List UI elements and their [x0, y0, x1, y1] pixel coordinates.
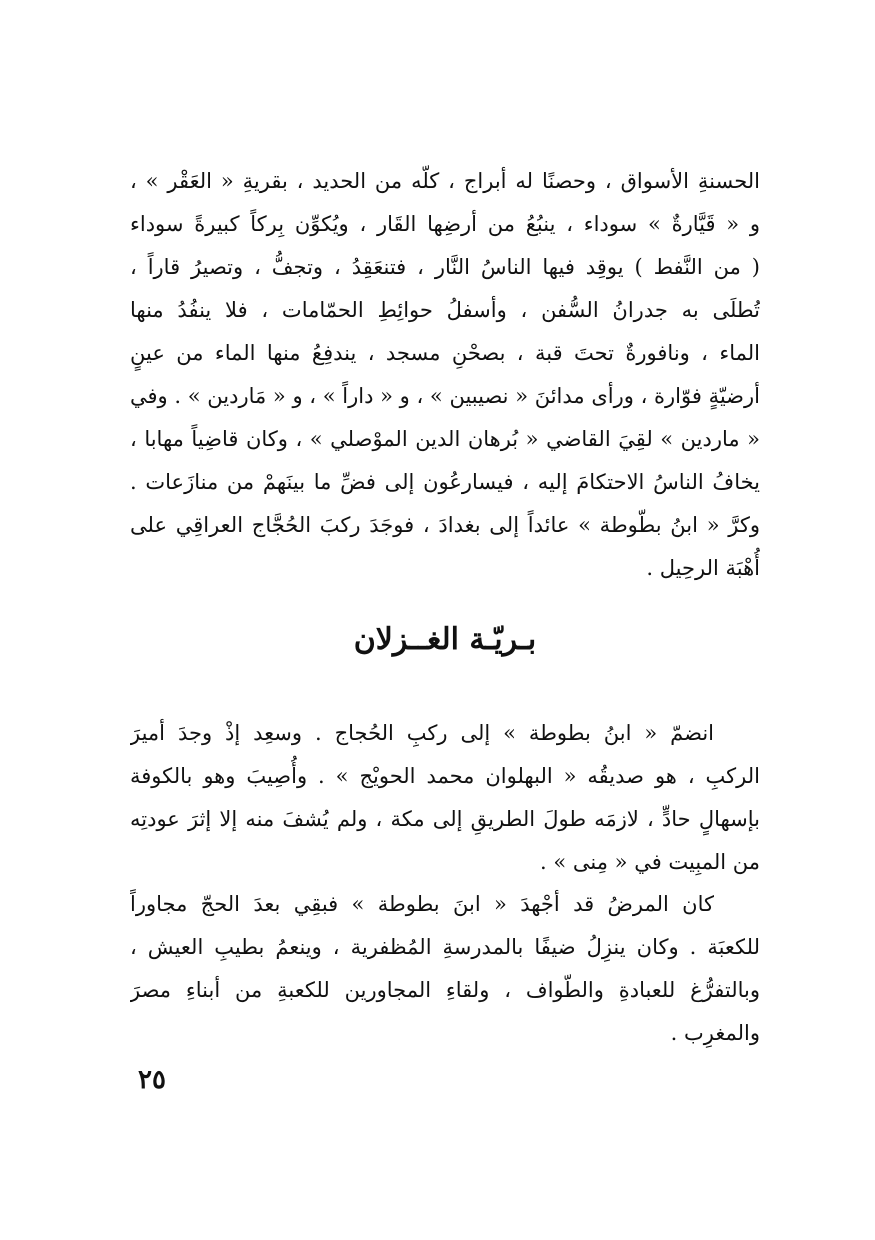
text-line: الماء ، ونافورةٌ تحتَ قبة ، بصحْنِ مسجد ، يندفِعُ منها الماء من عينٍ	[130, 341, 760, 365]
paragraph-3	[130, 883, 760, 1055]
text-line: الركبِ ، هو صديقُه « البهلوان محمد الحويْج » . وأُصِيبَ وهو بالكوفة	[130, 764, 760, 788]
text-line: ( من النَّفط ) يوقِد فيها الناسُ النَّار ، فتنعَقِدُ ، وتجفُّ ، وتصيرُ قاراً ،	[130, 255, 760, 279]
text-line: « ماردين » لقِيَ القاضي « بُرهان الدين الموْصلي » ، وكان قاضِياً مهابا ،	[130, 427, 760, 451]
text-line: كان المرضُ قد أجْهدَ « ابنَ بطوطة » فبقِي بعدَ الحجّ مجاوراً	[130, 892, 714, 916]
text-line: و « قَيَّارةٌ » سوداء ، ينبُعُ من أرضِها القَار ، ويُكوِّن بِركاً كبيرةً سوداء	[130, 212, 760, 236]
page-number: ٢٥	[138, 1065, 166, 1095]
text-line: أُهْبَة الرحِيل .	[646, 556, 760, 580]
section-heading: بـريّـة الغــزلان	[353, 622, 537, 657]
text-line: يخافُ الناسُ الاحتكامَ إليه ، فيسارعُون إلى فضِّ ما بينَهمْ من منازَعات .	[130, 470, 760, 494]
text-line: أرضيّةٍ فوّارة ، ورأى مدائنَ « نصيبين » ، و « داراً » ، و « مَاردين » . وفي	[130, 384, 760, 408]
text-line: والمغرِب .	[670, 1021, 760, 1045]
text-line: انضمّ « ابنُ بطوطة » إلى ركبِ الحُجاج . وسعِد إذْ وجدَ أميرَ	[130, 721, 714, 745]
text-line: وبالتفرُّغ للعبادةِ والطّواف ، ولقاءِ المجاورين للكعبةِ من أبناءِ مصرَ	[130, 978, 760, 1002]
text-line: بإسهالٍ حادٍّ ، لازمَه طولَ الطريقِ إلى مكة ، ولم يُشفَ منه إلا إثرَ عودتِه	[130, 807, 760, 831]
text-line: للكعبَة . وكان ينزِلُ ضيفًا بالمدرسةِ المُظفرية ، وينعمُ بطيبِ العيش ،	[130, 935, 760, 959]
text-line: تُطلَى به جدرانُ السُّفن ، وأسفلُ حوائِطِ الحمّامات ، فلا ينفُدُ منها	[130, 298, 760, 322]
paragraph-1	[130, 160, 760, 590]
text-line: الحسنةِ الأسواق ، وحصنًا له أبراج ، كلّه من الحديد ، بقريةِ « العَقْر » ،	[130, 169, 760, 193]
paragraph-2	[130, 712, 760, 884]
text-line: من المبِيت في « مِنى » .	[540, 850, 760, 874]
text-line: وكرَّ « ابنُ بطّوطة » عائداً إلى بغدادَ ، فوجَدَ ركبَ الحُجَّاج العراقِي على	[130, 513, 760, 537]
